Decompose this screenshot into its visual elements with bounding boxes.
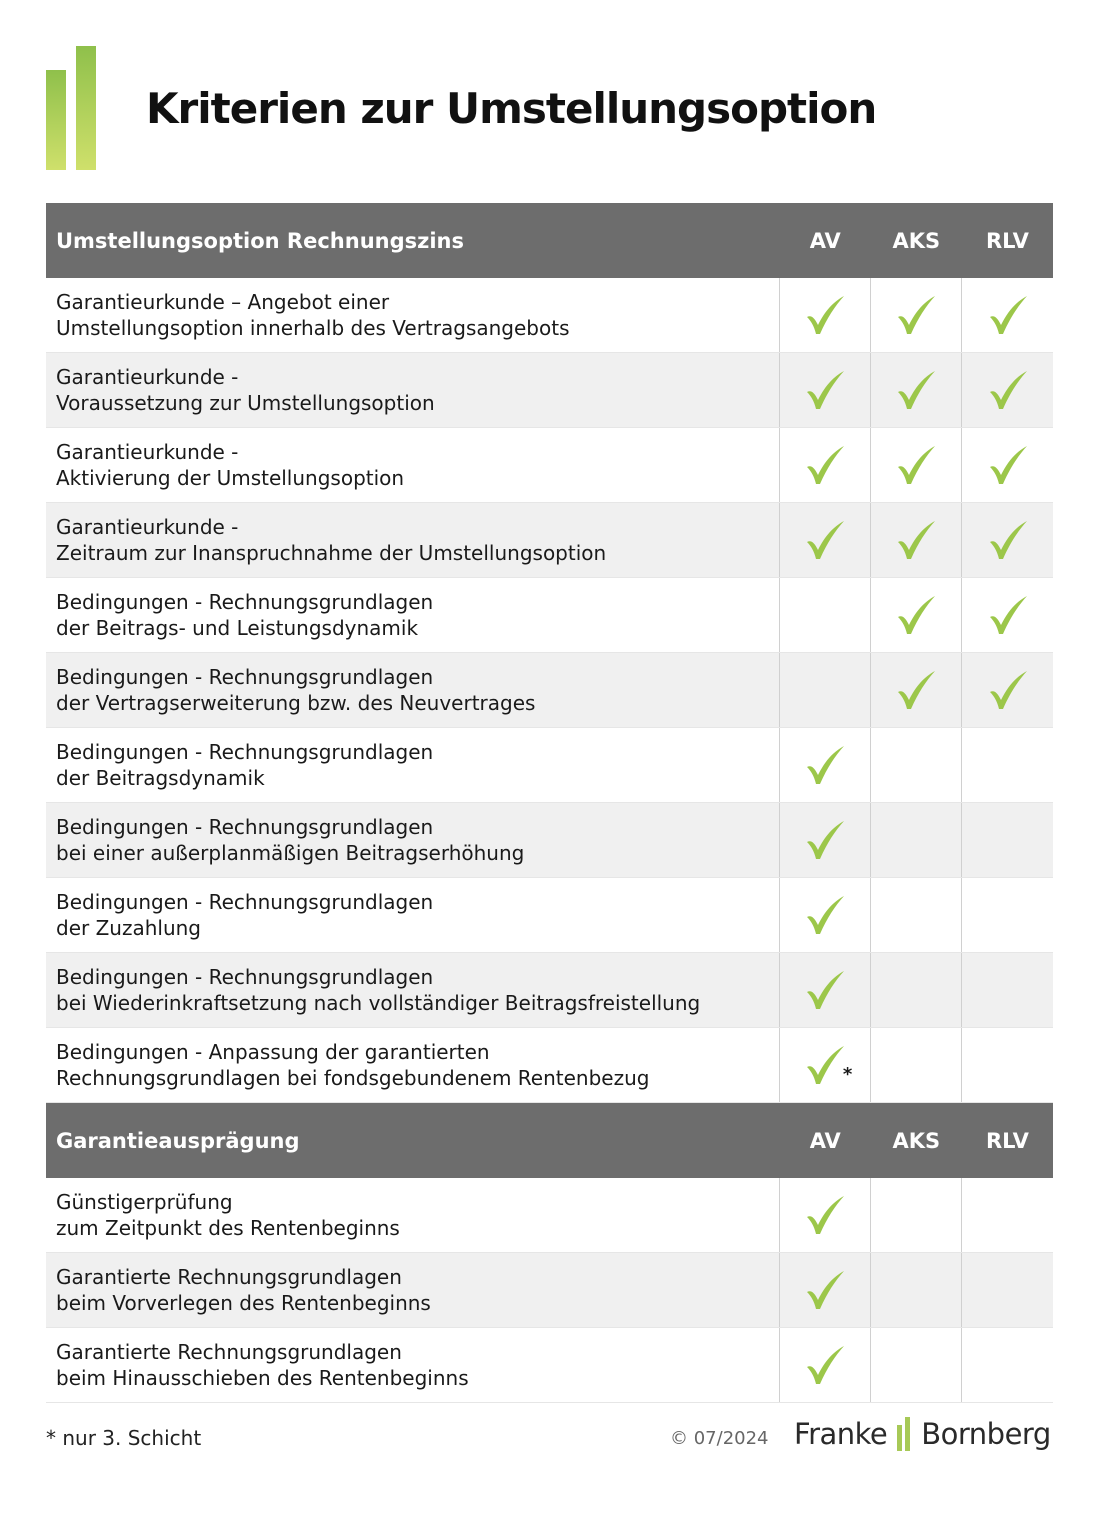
cell-rlv xyxy=(962,728,1053,803)
criterion-line-1: Garantieurkunde - xyxy=(56,365,239,389)
cell-rlv xyxy=(962,503,1053,578)
criterion-line-2: beim Hinausschieben des Rentenbeginns xyxy=(56,1366,469,1390)
logo-bar-tall xyxy=(76,46,96,170)
criterion-line-1: Bedingungen - Rechnungsgrundlagen xyxy=(56,590,434,614)
cell-av xyxy=(780,578,871,653)
footnote-marker: * xyxy=(842,1064,853,1085)
cell-rlv xyxy=(962,578,1053,653)
check-icon xyxy=(803,893,847,937)
column-header-aks: AKS xyxy=(871,203,962,278)
check-icon xyxy=(803,1043,847,1087)
criterion-label xyxy=(46,1328,780,1403)
check-icon xyxy=(803,1268,847,1312)
brand-mark-icon xyxy=(897,1417,911,1451)
brand-logo xyxy=(794,1414,1051,1454)
table-row xyxy=(46,1178,1053,1253)
check-icon xyxy=(803,443,847,487)
copyright-text: © 07/2024 xyxy=(670,1428,769,1449)
cell-av xyxy=(780,1328,871,1403)
logo-bars-icon xyxy=(46,46,100,170)
cell-aks xyxy=(871,353,962,428)
cell-aks xyxy=(871,428,962,503)
page-title: Kriterien zur Umstellungsoption xyxy=(146,84,877,133)
criterion-line-2: der Beitrags- und Leistungsdynamik xyxy=(56,616,419,640)
check-icon xyxy=(803,1193,847,1237)
criterion-line-1: Garantieurkunde - xyxy=(56,440,239,464)
criterion-line-1: Bedingungen - Rechnungsgrundlagen xyxy=(56,890,434,914)
section-header-row xyxy=(46,1103,1053,1179)
check-icon xyxy=(894,668,938,712)
cell-aks xyxy=(871,278,962,353)
cell-rlv xyxy=(962,1178,1053,1253)
cell-aks xyxy=(871,1253,962,1328)
check-icon xyxy=(894,293,938,337)
table-row xyxy=(46,278,1053,353)
cell-rlv xyxy=(962,1328,1053,1403)
column-header-rlv: RLV xyxy=(962,1103,1053,1179)
criterion-line-2: der Beitragsdynamik xyxy=(56,766,265,790)
table-row xyxy=(46,878,1053,953)
criterion-line-1: Bedingungen - Rechnungsgrundlagen xyxy=(56,740,434,764)
check-icon xyxy=(894,368,938,412)
criteria-table xyxy=(46,203,1053,1403)
cell-aks xyxy=(871,1028,962,1103)
criterion-line-1: Bedingungen - Rechnungsgrundlagen xyxy=(56,665,434,689)
check-icon xyxy=(986,293,1030,337)
check-icon xyxy=(803,368,847,412)
criterion-line-2: Zeitraum zur Inanspruchnahme der Umstellungsoption xyxy=(56,541,607,565)
table-row xyxy=(46,1253,1053,1328)
criterion-line-1: Garantieurkunde - xyxy=(56,515,239,539)
column-header-rlv: RLV xyxy=(962,203,1053,278)
criterion-label xyxy=(46,1028,780,1103)
section-header-row xyxy=(46,203,1053,278)
criteria-table-body xyxy=(46,203,1053,1403)
criterion-label xyxy=(46,1178,780,1253)
criterion-line-2: der Zuzahlung xyxy=(56,916,201,940)
cell-av xyxy=(780,653,871,728)
criterion-label xyxy=(46,1253,780,1328)
cell-rlv xyxy=(962,653,1053,728)
criterion-line-2: Rechnungsgrundlagen bei fondsgebundenem Rentenbezug xyxy=(56,1066,650,1090)
footnote: * nur 3. Schicht xyxy=(46,1426,202,1450)
check-icon xyxy=(803,743,847,787)
cell-rlv xyxy=(962,953,1053,1028)
cell-rlv xyxy=(962,1253,1053,1328)
brand-word-right: Bornberg xyxy=(921,1417,1051,1451)
table-row xyxy=(46,578,1053,653)
check-icon xyxy=(803,818,847,862)
cell-av xyxy=(780,278,871,353)
cell-av xyxy=(780,503,871,578)
criterion-line-2: der Vertragserweiterung bzw. des Neuvertrages xyxy=(56,691,536,715)
cell-aks xyxy=(871,653,962,728)
criterion-label xyxy=(46,428,780,503)
column-header-aks: AKS xyxy=(871,1103,962,1179)
cell-av xyxy=(780,728,871,803)
cell-av xyxy=(780,953,871,1028)
check-icon xyxy=(803,1343,847,1387)
criterion-line-1: Garantierte Rechnungsgrundlagen xyxy=(56,1265,402,1289)
cell-av xyxy=(780,1253,871,1328)
criterion-line-2: Umstellungsoption innerhalb des Vertragsangebots xyxy=(56,316,570,340)
criterion-line-2: bei Wiederinkraftsetzung nach vollständiger Beitragsfreistellung xyxy=(56,991,701,1015)
criterion-label xyxy=(46,578,780,653)
criterion-line-1: Günstigerprüfung xyxy=(56,1190,233,1214)
criterion-line-1: Bedingungen - Rechnungsgrundlagen xyxy=(56,815,434,839)
cell-aks xyxy=(871,878,962,953)
criterion-label xyxy=(46,653,780,728)
check-icon xyxy=(894,593,938,637)
check-icon xyxy=(986,668,1030,712)
cell-rlv xyxy=(962,428,1053,503)
check-icon xyxy=(803,968,847,1012)
criterion-label xyxy=(46,728,780,803)
criterion-label xyxy=(46,353,780,428)
criterion-line-1: Garantierte Rechnungsgrundlagen xyxy=(56,1340,402,1364)
column-header-av: AV xyxy=(780,1103,871,1179)
cell-av xyxy=(780,878,871,953)
criterion-line-2: bei einer außerplanmäßigen Beitragserhöhung xyxy=(56,841,525,865)
cell-rlv xyxy=(962,353,1053,428)
table-row xyxy=(46,653,1053,728)
cell-aks xyxy=(871,503,962,578)
section-title: Umstellungsoption Rechnungszins xyxy=(46,203,780,278)
cell-rlv xyxy=(962,803,1053,878)
cell-av xyxy=(780,1178,871,1253)
check-icon xyxy=(986,443,1030,487)
cell-aks xyxy=(871,578,962,653)
cell-aks xyxy=(871,953,962,1028)
cell-av xyxy=(780,428,871,503)
criterion-label xyxy=(46,503,780,578)
table-row xyxy=(46,1028,1053,1103)
check-icon xyxy=(894,443,938,487)
check-icon xyxy=(986,593,1030,637)
criterion-line-1: Bedingungen - Rechnungsgrundlagen xyxy=(56,965,434,989)
check-icon xyxy=(986,518,1030,562)
criterion-line-2: beim Vorverlegen des Rentenbeginns xyxy=(56,1291,431,1315)
section-title: Garantieausprägung xyxy=(46,1103,780,1179)
criterion-line-2: Voraussetzung zur Umstellungsoption xyxy=(56,391,435,415)
cell-rlv xyxy=(962,1028,1053,1103)
criterion-line-2: Aktivierung der Umstellungsoption xyxy=(56,466,405,490)
cell-av xyxy=(780,353,871,428)
check-icon xyxy=(803,293,847,337)
criteria-table-container xyxy=(46,203,1053,1403)
criterion-line-2: zum Zeitpunkt des Rentenbeginns xyxy=(56,1216,400,1240)
check-icon xyxy=(986,368,1030,412)
table-row xyxy=(46,503,1053,578)
table-row xyxy=(46,803,1053,878)
criterion-label xyxy=(46,953,780,1028)
criterion-line-1: Garantieurkunde – Angebot einer xyxy=(56,290,390,314)
cell-aks xyxy=(871,803,962,878)
brand-word-left: Franke xyxy=(794,1417,888,1451)
cell-av xyxy=(780,803,871,878)
criterion-line-1: Bedingungen - Anpassung der garantierten xyxy=(56,1040,490,1064)
table-row xyxy=(46,953,1053,1028)
cell-aks xyxy=(871,728,962,803)
cell-av xyxy=(780,1028,871,1103)
logo-bar-short xyxy=(46,70,66,170)
criterion-label xyxy=(46,878,780,953)
check-icon xyxy=(803,518,847,562)
criterion-label xyxy=(46,803,780,878)
table-row xyxy=(46,428,1053,503)
table-row xyxy=(46,353,1053,428)
check-icon xyxy=(894,518,938,562)
cell-rlv xyxy=(962,278,1053,353)
cell-aks xyxy=(871,1328,962,1403)
table-row xyxy=(46,728,1053,803)
cell-aks xyxy=(871,1178,962,1253)
column-header-av: AV xyxy=(780,203,871,278)
table-row xyxy=(46,1328,1053,1403)
cell-rlv xyxy=(962,878,1053,953)
criterion-label xyxy=(46,278,780,353)
